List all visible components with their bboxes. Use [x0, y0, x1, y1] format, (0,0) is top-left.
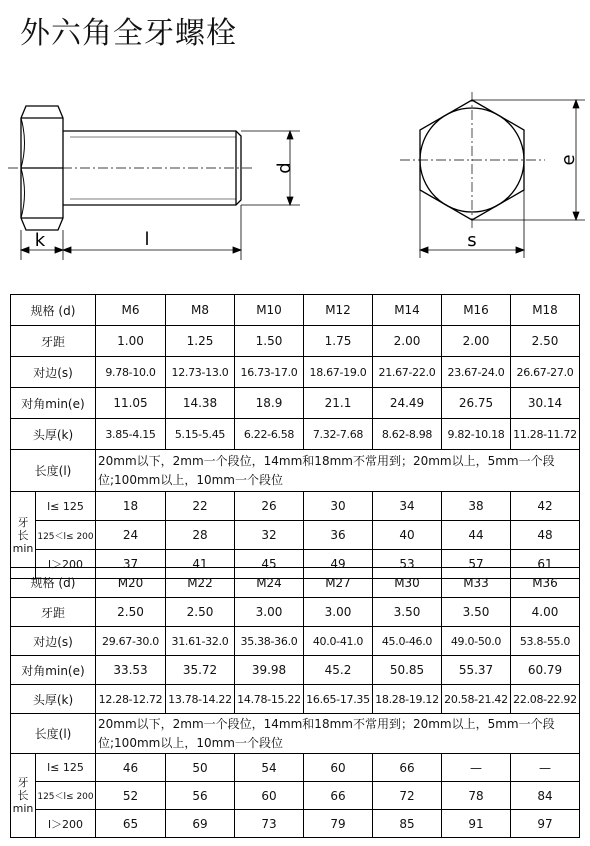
table-cell: 2.50	[96, 598, 166, 627]
size-cell: M18	[511, 295, 580, 326]
table-cell: 7.32-7.68	[304, 419, 373, 450]
table-cell: 11.28-11.72	[511, 419, 580, 450]
table-cell: —	[511, 754, 580, 782]
spec-table-m20-m36	[10, 567, 580, 838]
length-note: 20mm以下，2mm一个段位，14mm和18mm不常用到；20mm以上，5mm一个段位;100mm以上，10mm一个段位	[96, 450, 580, 492]
table-cell: 39.98	[235, 656, 304, 685]
table-cell: 1.50	[235, 326, 304, 357]
row-label: 对角min(e)	[11, 388, 96, 419]
table-cell: 65	[96, 810, 166, 838]
table-cell: 18.9	[235, 388, 304, 419]
table-cell: 35.72	[166, 656, 235, 685]
table-cell: 97	[511, 810, 580, 838]
table-cell: 35.38-36.0	[235, 627, 304, 656]
table-cell: 6.22-6.58	[235, 419, 304, 450]
row-label: 牙距	[11, 598, 96, 627]
table-header-row	[11, 295, 580, 326]
thread-length-label: 牙 长 min	[11, 754, 36, 838]
table-cell: 4.00	[511, 598, 580, 627]
row-label: 长度(l)	[11, 714, 96, 754]
table-cell: 40.0-41.0	[304, 627, 373, 656]
table-cell: 21.1	[304, 388, 373, 419]
table-row-length	[11, 714, 580, 754]
table-cell: 8.62-8.98	[373, 419, 442, 450]
table-cell: 45.2	[304, 656, 373, 685]
size-cell: M6	[96, 295, 166, 326]
table-cell: 1.75	[304, 326, 373, 357]
dim-e-label: e	[558, 154, 579, 166]
spec-table-m6-m18	[10, 294, 580, 579]
table-row-head-height	[11, 685, 580, 714]
table-cell: 61	[511, 550, 580, 579]
table-cell: 3.50	[442, 598, 511, 627]
table-cell: 85	[373, 810, 442, 838]
table-cell: 38	[442, 492, 511, 521]
table-row-across-flats	[11, 627, 580, 656]
table-cell: 16.65-17.35	[304, 685, 373, 714]
table-cell: 23.67-24.0	[442, 357, 511, 388]
table-cell: 2.50	[166, 598, 235, 627]
row-label: 牙距	[11, 326, 96, 357]
table-cell: 29.67-30.0	[96, 627, 166, 656]
table-cell: 36	[304, 521, 373, 550]
header-label: 规格 (d)	[11, 295, 96, 326]
table-cell: 3.85-4.15	[96, 419, 166, 450]
table-row-across-corners	[11, 388, 580, 419]
table-cell: 5.15-5.45	[166, 419, 235, 450]
table-cell: 52	[96, 782, 166, 810]
table-cell: 66	[373, 754, 442, 782]
table-cell: 79	[304, 810, 373, 838]
size-cell: M33	[442, 568, 511, 598]
range-label: l≤ 125	[36, 492, 96, 521]
table-cell: 31.61-32.0	[166, 627, 235, 656]
table-cell: 33.53	[96, 656, 166, 685]
table-cell: 1.25	[166, 326, 235, 357]
table-cell: 66	[304, 782, 373, 810]
row-label: 对角min(e)	[11, 656, 96, 685]
table-header-row	[11, 568, 580, 598]
header-label: 规格 (d)	[11, 568, 96, 598]
range-label: 125＜l≤ 200	[36, 782, 96, 810]
table-cell: 40	[373, 521, 442, 550]
row-label: 长度(l)	[11, 450, 96, 492]
size-cell: M16	[442, 295, 511, 326]
table-cell: 18.67-19.0	[304, 357, 373, 388]
table-cell: 45.0-46.0	[373, 627, 442, 656]
bolt-side-view	[8, 106, 255, 230]
table-cell: 48	[511, 521, 580, 550]
size-cell: M27	[304, 568, 373, 598]
table-row-thread	[11, 810, 580, 838]
table-cell: 49.0-50.0	[442, 627, 511, 656]
size-cell: M24	[235, 568, 304, 598]
range-label: l＞200	[36, 810, 96, 838]
size-cell: M12	[304, 295, 373, 326]
thread-length-label: 牙 长 min	[11, 492, 36, 579]
size-cell: M22	[166, 568, 235, 598]
size-cell: M8	[166, 295, 235, 326]
table-row-thread	[11, 754, 580, 782]
size-cell: M20	[96, 568, 166, 598]
table-cell: 60	[304, 754, 373, 782]
table-row-thread	[11, 492, 580, 521]
table-cell: 12.73-13.0	[166, 357, 235, 388]
table-cell: 3.00	[235, 598, 304, 627]
table-cell: 69	[166, 810, 235, 838]
table-cell: 57	[442, 550, 511, 579]
row-label: 头厚(k)	[11, 685, 96, 714]
size-cell: M10	[235, 295, 304, 326]
table-row-thread	[11, 521, 580, 550]
table-cell: 9.78-10.0	[96, 357, 166, 388]
table-cell: 2.00	[373, 326, 442, 357]
table-cell: 72	[373, 782, 442, 810]
table-cell: 20.58-21.42	[442, 685, 511, 714]
table-cell: 1.00	[96, 326, 166, 357]
table-cell: 16.73-17.0	[235, 357, 304, 388]
table-row-length	[11, 450, 580, 492]
range-label: 125＜l≤ 200	[36, 521, 96, 550]
table-cell: 91	[442, 810, 511, 838]
size-cell: M30	[373, 568, 442, 598]
table-row-thread	[11, 782, 580, 810]
table-cell: 26.67-27.0	[511, 357, 580, 388]
dim-k-label: k	[34, 230, 46, 251]
table-cell: 21.67-22.0	[373, 357, 442, 388]
table-cell: 3.00	[304, 598, 373, 627]
table-cell: 12.28-12.72	[96, 685, 166, 714]
table-cell: 24.49	[373, 388, 442, 419]
bolt-end-view	[400, 92, 545, 228]
end-view-dimensions	[420, 100, 585, 258]
table-cell: 18	[96, 492, 166, 521]
table-cell: —	[442, 754, 511, 782]
table-cell: 73	[235, 810, 304, 838]
length-note: 20mm以下，2mm一个段位，14mm和18mm不常用到；20mm以上，5mm一个段位;100mm以上，10mm一个段位	[96, 714, 580, 754]
table-cell: 28	[166, 521, 235, 550]
size-cell: M36	[511, 568, 580, 598]
table-row-pitch	[11, 326, 580, 357]
dim-l-label: l	[144, 229, 150, 250]
table-cell: 49	[304, 550, 373, 579]
dim-s-label: s	[467, 230, 477, 251]
table-cell: 13.78-14.22	[166, 685, 235, 714]
table-cell: 55.37	[442, 656, 511, 685]
table-cell: 53	[373, 550, 442, 579]
table-cell: 9.82-10.18	[442, 419, 511, 450]
table-cell: 2.50	[511, 326, 580, 357]
row-label: 对边(s)	[11, 357, 96, 388]
bolt-dimension-diagram	[0, 0, 590, 260]
table-row-pitch	[11, 598, 580, 627]
table-cell: 42	[511, 492, 580, 521]
table-cell: 2.00	[442, 326, 511, 357]
dim-d-label: d	[274, 162, 295, 174]
table-cell: 56	[166, 782, 235, 810]
range-label: l＞200	[36, 550, 96, 579]
table-cell: 60.79	[511, 656, 580, 685]
range-label: l≤ 125	[36, 754, 96, 782]
table-cell: 34	[373, 492, 442, 521]
table-cell: 11.05	[96, 388, 166, 419]
table-cell: 50.85	[373, 656, 442, 685]
table-cell: 18.28-19.12	[373, 685, 442, 714]
table-cell: 41	[166, 550, 235, 579]
table-cell: 24	[96, 521, 166, 550]
table-cell: 30.14	[511, 388, 580, 419]
table-cell: 26	[235, 492, 304, 521]
table-cell: 22.08-22.92	[511, 685, 580, 714]
row-label: 对边(s)	[11, 627, 96, 656]
table-cell: 54	[235, 754, 304, 782]
table-cell: 60	[235, 782, 304, 810]
table-cell: 44	[442, 521, 511, 550]
table-cell: 37	[96, 550, 166, 579]
table-cell: 32	[235, 521, 304, 550]
table-cell: 50	[166, 754, 235, 782]
table-cell: 46	[96, 754, 166, 782]
table-cell: 14.78-15.22	[235, 685, 304, 714]
table-cell: 3.50	[373, 598, 442, 627]
row-label: 头厚(k)	[11, 419, 96, 450]
table-cell: 30	[304, 492, 373, 521]
size-cell: M14	[373, 295, 442, 326]
table-row-across-flats	[11, 357, 580, 388]
page-title: 外六角全牙螺栓	[20, 16, 237, 51]
table-cell: 26.75	[442, 388, 511, 419]
table-row-head-height	[11, 419, 580, 450]
table-cell: 45	[235, 550, 304, 579]
table-cell: 53.8-55.0	[511, 627, 580, 656]
table-cell: 84	[511, 782, 580, 810]
table-cell: 22	[166, 492, 235, 521]
table-cell: 78	[442, 782, 511, 810]
table-cell: 14.38	[166, 388, 235, 419]
table-row-across-corners	[11, 656, 580, 685]
